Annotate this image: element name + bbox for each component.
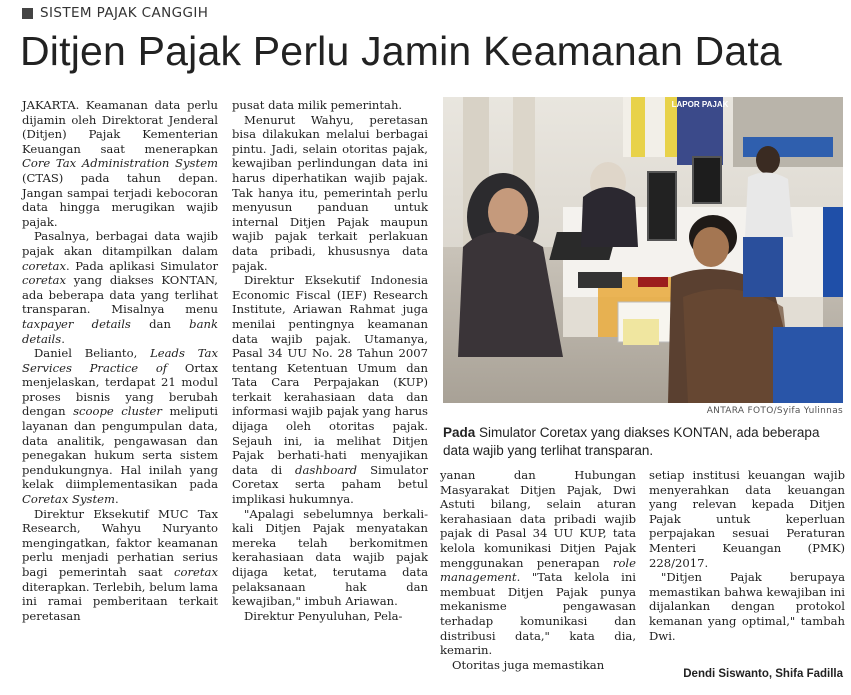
italic-run: Core Tax Administration System — [22, 156, 218, 171]
paragraph — [232, 113, 428, 274]
section-rubric — [22, 4, 208, 22]
italic-run: Leads Tax Services Practice of — [22, 346, 218, 375]
paragraph — [232, 273, 428, 507]
text-run: . "Tata kelola ini membuat Ditjen Pajak punya mekanisme pengawasan terhadap komunikasi dan distribusi data," kata dia, kemarin. — [440, 570, 636, 658]
paragraph — [440, 658, 636, 673]
text-run: "Apalagi sebelumnya berkali-kali Ditjen Pajak menyatakan mereka telah berkomitmen kerahasiaan data wajib pajak dijaga ketat, terutama data pelaksanaan hak dan kewajiban," imbuh Ariawan. — [232, 506, 428, 609]
text-run: (CTAS) pada tahun depan. Jangan sampai terjadi kebocoran data hingga merugikan wajib pajak. — [22, 170, 218, 229]
paragraph — [232, 609, 428, 624]
text-run: diterapkan. Terlebih, belum lama ini ramai pemberitaan terkait peretasan — [22, 579, 218, 623]
italic-run: coretax — [22, 273, 66, 288]
byline: Dendi Siswanto, Shifa Fadilla — [683, 668, 843, 680]
text-run: setiap institusi keuangan wajib menyerahkan data keuangan yang relevan kepada Ditjen Pajak untuk keperluan perpajakan sesuai Peraturan Menteri Keuangan (PMK) 228/2017. — [649, 468, 845, 570]
text-run: . — [115, 492, 119, 507]
italic-run: scoope cluster — [73, 404, 162, 419]
text-run: . Pada aplikasi Simulator — [66, 258, 218, 273]
text-run: dan — [130, 316, 190, 331]
text-run: Direktur Eksekutif MUC Tax Research, Wahyu Nuryanto mengingatkan, faktor keamanan perlu menjadi perhatian serius bagi pemerintah saat — [22, 506, 218, 579]
news-photo — [443, 97, 843, 403]
text-run: . — [61, 331, 65, 346]
article-column-1 — [22, 98, 218, 623]
photo-caption — [443, 424, 843, 460]
text-run: yanan dan Hubungan Masyarakat Ditjen Pajak, Dwi Astuti bilang, selain aturan kerahasiaan data pribadi wajib pajak di Pasal 34 UU KUP, tata kelola komunikasi Ditjen Pajak menggunakan penerapan — [440, 468, 636, 570]
paragraph — [440, 468, 636, 658]
text-run: Menurut Wahyu, peretasan bisa dilakukan melalui berbagai pintu. Jadi, selain otoritas pajak, kewajiban perlindungan data ini harus diperhatikan wajib pajak. Tak hanya itu, pemerintah perlu menyusun panduan untuk internal Ditjen Pajak maupun wajib pajak terkait perlakuan data pribadi, khususnya data pajak. — [232, 112, 428, 273]
caption-text: Simulator Coretax yang diakses KONTAN, ada beberapa data wajib yang terlihat transparan. — [443, 425, 820, 458]
paragraph — [649, 570, 845, 643]
text-run: Ortax menjelaskan, terdapat 21 modul proses bisnis yang berubah dengan — [22, 360, 218, 419]
article-column-2 — [232, 98, 428, 623]
text-run: Daniel Belianto, — [34, 346, 151, 361]
paragraph — [22, 229, 218, 346]
text-run: meliputi layanan dan pengumpulan data, data analitik, pengawasan dan penegakan hukum serta sistem pendukungnya. Hal inilah yang kelak diimplementasikan pada — [22, 404, 218, 492]
italic-run: coretax — [174, 565, 218, 579]
paragraph — [232, 507, 428, 609]
text-run: Otoritas juga memastikan — [452, 657, 605, 672]
italic-run: bank details — [22, 316, 218, 346]
rubric-label: SISTEM PAJAK CANGGIH — [40, 5, 209, 21]
text-run: "Ditjen Pajak berupaya memastikan bahwa kewajiban ini dijalankan dengan protokol kemanan yang optimal," tambah Dwi. — [649, 570, 845, 643]
text-run: Pasalnya, berbagai data wajib pajak akan ditampilkan dalam — [22, 229, 218, 258]
text-run: pusat data milik pemerintah. — [232, 98, 403, 112]
article-column-4 — [649, 468, 845, 643]
italic-run: taxpayer details — [22, 316, 131, 331]
article-column-3 — [440, 468, 636, 672]
photo-illustration — [443, 97, 843, 403]
paragraph — [22, 346, 218, 507]
text-run: Simulator Coretax serta paham betul implikasi hukumnya. — [232, 462, 428, 507]
text-run: Direktur Eksekutif Indonesia Economic Fiscal (IEF) Research Institute, Ariawan Rahmat juga menilai pentingnya keamanan data wajib pajak. Utamanya, Pasal 34 UU No. 28 Tahun 2007 tentang Ketentuan Umum dan Tata Cara Perpajakan (KUP) terkait kerahasiaan data dan informasi wajib pajak yang harus dijaga oleh otoritas pajak. Sejauh ini, ia melihat Ditjen Pajak berhati-hati menyajikan data di — [232, 273, 428, 477]
italic-run: coretax — [22, 258, 66, 273]
italic-run: role management — [440, 555, 636, 585]
text-run: Direktur Penyuluhan, Pela- — [244, 608, 403, 623]
italic-run: Coretax System — [22, 492, 116, 507]
rubric-square-icon — [22, 8, 33, 19]
paragraph — [232, 98, 428, 113]
headline: Ditjen Pajak Perlu Jamin Keamanan Data — [20, 28, 782, 74]
italic-run: dashboard — [295, 462, 358, 477]
paragraph — [649, 468, 845, 570]
paragraph — [22, 507, 218, 624]
paragraph — [22, 98, 218, 229]
text-run: yang diakses KONTAN, ada beberapa data yang terlihat transparan. Misalnya menu — [22, 273, 218, 317]
text-run: JAKARTA. Keamanan data perlu dijamin oleh Direktorat Jenderal (Ditjen) Pajak Kementerian Keuangan saat menerapkan — [22, 98, 218, 156]
sign-text: LAPOR PAJAK — [671, 100, 729, 109]
photo-credit: ANTARA FOTO/Syifa Yulinnas — [706, 406, 843, 416]
caption-lead: Pada — [443, 425, 476, 440]
